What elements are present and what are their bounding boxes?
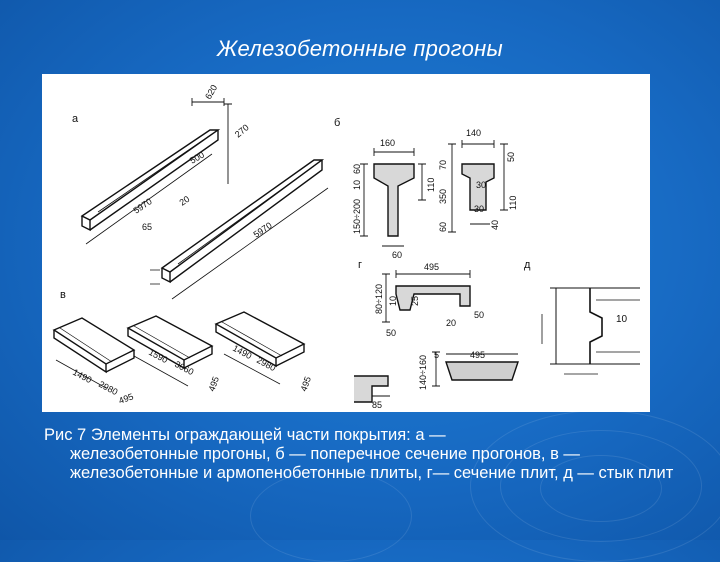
dim-a-20: 20	[177, 193, 192, 208]
dim-v-495-2: 495	[206, 375, 222, 393]
dim-g-5: 5	[434, 350, 440, 360]
dim-b-60-bottom: 60	[392, 250, 403, 260]
dim-a-5970-top: 5970	[131, 196, 154, 216]
dim-b-110-right: 110	[508, 195, 518, 210]
dim-g-140-160: 140÷160	[418, 355, 428, 390]
caption-line-1: Рис 7 Элементы ограждающей части покрытия: а —	[44, 426, 446, 444]
dim-d-10: 10	[616, 314, 628, 325]
dim-v-3060: 3060	[173, 358, 196, 378]
technical-drawing	[42, 74, 650, 412]
dim-b-10: 10	[352, 179, 362, 190]
background-ripple	[250, 470, 412, 562]
slab-joint-d	[542, 288, 640, 374]
dim-b-70: 70	[438, 159, 448, 170]
part-label-b: б	[334, 117, 341, 129]
dim-a-5970-bottom: 5970	[251, 220, 274, 240]
dim-g-495-bottom: 495	[470, 350, 486, 360]
slide-title: Железобетонные прогоны	[216, 36, 504, 61]
dim-g-50-right: 50	[474, 310, 485, 320]
dim-g-25: 25	[410, 295, 420, 306]
dim-v-1590: 1590	[147, 346, 170, 366]
dim-g-80-120: 80÷120	[374, 284, 384, 314]
dim-a-620: 620	[203, 82, 220, 101]
dim-v-1490: 1490	[71, 366, 94, 386]
dim-g-50: 50	[386, 328, 397, 338]
purlin-section-b	[360, 140, 508, 246]
dim-a-500: 500	[188, 149, 207, 166]
figure-caption	[44, 426, 684, 483]
dim-b-110: 110	[426, 177, 436, 192]
dim-b-30-bottom: 30	[474, 204, 485, 214]
dim-a-65: 65	[142, 222, 153, 232]
dim-b-150-200: 150÷200	[352, 199, 362, 234]
caption-rest: железобетонные прогоны, б — поперечное сечение прогонов, в — железобетонные и армопенобетонные плиты, г— сечение плит, д — стык плит	[70, 445, 674, 482]
dim-v-495-3: 495	[298, 375, 314, 393]
part-label-d: д	[524, 259, 531, 271]
part-label-a: а	[72, 113, 79, 125]
dim-b-30: 30	[476, 180, 487, 190]
dim-g-10: 10	[388, 295, 398, 306]
part-label-v: в	[60, 289, 66, 301]
part-label-g: г	[358, 259, 363, 271]
dim-g-495: 495	[424, 262, 440, 272]
dim-b-40: 40	[490, 219, 500, 230]
dim-b-60: 60	[352, 163, 362, 174]
dim-g-20: 20	[446, 318, 457, 328]
dim-a-270: 270	[232, 122, 251, 140]
dim-b-160: 160	[380, 138, 396, 148]
dim-v-1490-3: 1490	[231, 342, 254, 362]
purlin-drawing-a	[82, 98, 328, 299]
dim-v-495: 495	[117, 391, 135, 406]
dim-v-2980: 2980	[97, 378, 120, 398]
dim-b-350: 350	[438, 188, 448, 204]
dim-b-50: 50	[506, 151, 516, 162]
dim-b-60-side: 60	[438, 221, 448, 232]
figure-panel	[42, 74, 650, 412]
dim-v-2980-3: 2980	[255, 354, 278, 374]
dim-g-85: 85	[372, 400, 383, 410]
dim-b-140: 140	[466, 128, 482, 138]
